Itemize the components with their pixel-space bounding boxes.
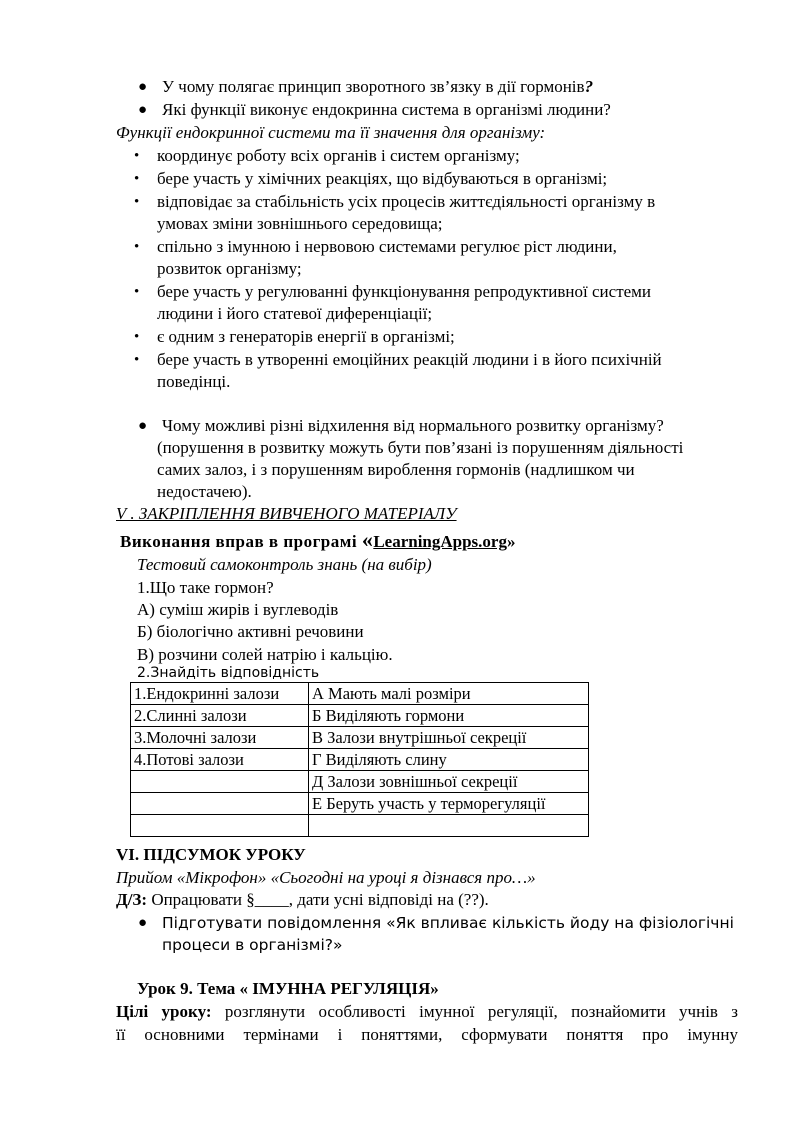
table-cell [131,793,309,815]
homework-text: Опрацювати §____, дати усні відповіді на (??). [147,890,489,909]
table-cell: Е Беруть участь у терморегуляції [309,793,589,815]
table-cell: А Мають малі розміри [309,683,589,705]
bullet-icon: • [134,171,140,187]
table-cell: 1.Ендокринні залози [131,683,309,705]
bullet-icon: • [134,148,140,164]
table-cell: 4.Потові залози [131,749,309,771]
exercise-line [120,527,516,552]
function-item: бере участь у хімічних реакціях, що відбуваються в організмі; [157,169,608,188]
function-item: є одним з генераторів енергії в організмі; [157,327,455,346]
table-cell: 3.Молочні залози [131,727,309,749]
table-row [131,749,589,771]
table-row [131,771,589,793]
function-item-cont: умовах зміни зовнішнього середовища; [157,214,443,233]
matching-table [130,682,589,837]
goals-label: Цілі уроку: [116,1002,212,1021]
section-6-heading: VI. ПІДСУМОК УРОКУ [116,845,306,864]
bullet-icon: • [134,329,140,345]
deviation-answer: (порушення в розвитку можуть бути пов’язані із порушенням діяльності [157,438,684,457]
table-cell [131,771,309,793]
table-cell [131,815,309,837]
table-row [131,815,589,837]
function-item: бере участь у регулюванні функціонування репродуктивної системи [157,282,652,301]
exercise-prefix: Виконання вправ в програмі [120,532,358,551]
bullet-icon: ● [138,102,148,118]
homework-task-cont: процеси в організмі?» [162,936,343,954]
bullet-icon: ● [138,79,148,95]
option-c: В) розчини солей натрію і кальцію. [137,645,393,664]
table-cell [309,815,589,837]
lesson-9-prefix: Урок 9. Тема [137,979,240,998]
function-item-cont: розвиток організму; [157,259,302,278]
deviation-answer: самих залоз, і з порушенням вироблення гормонів (надлишком чи [157,460,635,479]
homework-task: Підготувати повідомлення «Як впливає кількість йоду на фізіологічні [162,914,734,932]
question-2: 2.Знайдіть відповідність [137,665,320,681]
question-mark: ? [584,77,594,96]
function-item: відповідає за стабільність усіх процесів життєдіяльності організму в [157,192,656,211]
table-cell: В Залози внутрішньої секреції [309,727,589,749]
goals-text: розглянути особливості імунної регуляції, познайомити учнів з [211,1002,739,1021]
table-cell: Г Виділяють слину [309,749,589,771]
lesson-9-title: « ІМУННА РЕГУЛЯЦІЯ» [239,979,439,998]
learningapps-link[interactable]: LearningApps.org [373,532,507,551]
table-cell: 2.Слинні залози [131,705,309,727]
self-control-heading: Тестовий самоконтроль знань (на вибір) [137,555,432,574]
quote-open: « [361,527,374,552]
goals-line-1 [116,1002,738,1022]
function-item: координує роботу всіх органів і систем організму; [157,146,520,165]
question-endocrine-functions: Які функції виконує ендокринна система в організмі людини? [162,100,611,119]
option-a: А) суміш жирів і вуглеводів [137,600,339,619]
functions-heading: Функції ендокринної системи та її значення для організму: [116,123,546,142]
quote-close: » [506,532,516,551]
table-cell: Б Виділяють гормони [309,705,589,727]
table-cell: Д Залози зовнішньої секреції [309,771,589,793]
homework-label: Д/З: [116,890,148,909]
bullet-icon: • [134,284,140,300]
table-row [131,705,589,727]
bullet-icon: ● [138,418,148,434]
function-item: бере участь в утворенні емоційних реакцій людини і в його психічній [157,350,662,369]
bullet-icon: • [134,194,140,210]
option-b: Б) біологічно активні речовини [137,622,364,641]
microphone-technique: Прийом «Мікрофон» «Сьогодні на уроці я дізнався про…» [116,868,536,887]
question-1: 1.Що таке гормон? [137,578,274,597]
table-row [131,793,589,815]
table-row [131,727,589,749]
question-feedback-principle [162,77,593,97]
question-text: У чому полягає принцип зворотного зв’язку в дії гормонів [162,77,585,96]
goals-line-2: її основними термінами і поняттями, сформувати поняття про імунну [116,1025,738,1044]
bullet-icon: ● [138,915,148,931]
function-item-cont: людини і його статевої диференціації; [157,304,433,323]
lesson-9-heading [137,979,439,999]
bullet-icon: • [134,352,140,368]
function-item-cont: поведінці. [157,372,231,391]
deviation-answer: недостачею). [157,482,252,501]
homework-line [116,890,489,910]
bullet-icon: • [134,239,140,255]
section-5-heading: V . ЗАКРІПЛЕННЯ ВИВЧЕНОГО МАТЕРІАЛУ [116,504,457,523]
table-row [131,683,589,705]
function-item: спільно з імунною і нервовою системами регулює ріст людини, [157,237,617,256]
deviation-question: Чому можливі різні відхилення від нормального розвитку організму? [162,416,664,435]
